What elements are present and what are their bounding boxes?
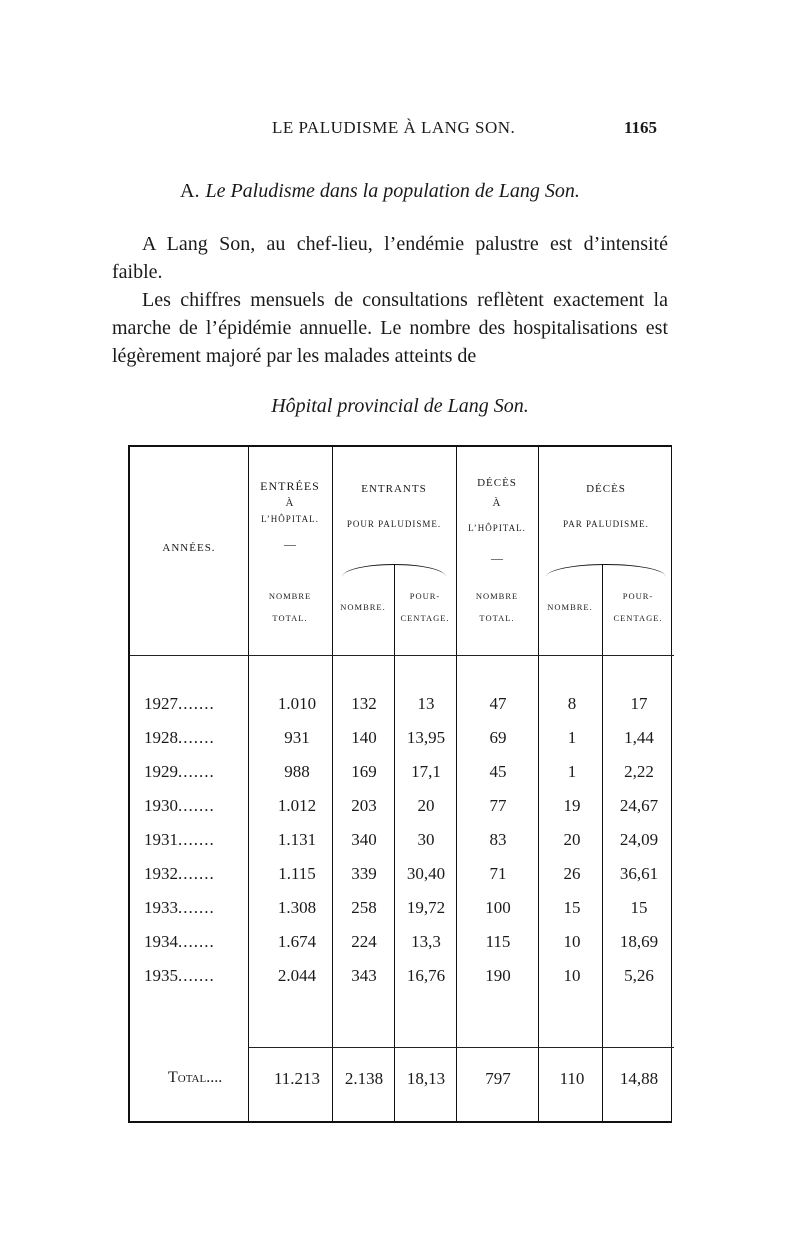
header-deces-a: À [492, 497, 502, 509]
entrants-pct-cell: 13 [417, 694, 435, 713]
entrees-cell: 1.010 [277, 694, 317, 713]
header-deces-par-paludisme: PAR PALUDISME. [563, 519, 649, 529]
header-entrants-centage: CENTAGE. [400, 613, 450, 623]
running-head [0, 118, 800, 142]
header-annees: ANNÉES. [162, 542, 216, 554]
entrants-pct-cell: 19,72 [406, 898, 446, 917]
year-cell [144, 864, 215, 884]
entrants-nombre-cell: 169 [351, 762, 377, 781]
header-deces-pal-centage: CENTAGE. [613, 613, 663, 623]
header-entrants: ENTRANTS [361, 483, 427, 495]
leader-dots: ....... [178, 796, 215, 815]
header-entrants-paludisme: POUR PALUDISME. [346, 519, 442, 529]
table-row [130, 830, 674, 861]
entrants-pct-cell: 13,3 [411, 932, 441, 951]
deces-cell: 69 [489, 728, 507, 747]
table-caption: Hôpital provincial de Lang Son. [271, 395, 529, 417]
entrees-cell: 931 [284, 728, 310, 747]
total-label-text: Total [168, 1069, 207, 1086]
deces-pal-nombre-cell: 10 [563, 966, 581, 985]
year-cell [144, 728, 215, 748]
header-entrees: ENTRÉES [260, 479, 320, 493]
header-deces-pal-nombre: NOMBRE. [547, 602, 593, 612]
header-deces-total: TOTAL. [479, 613, 515, 623]
deces-cell: 115 [485, 932, 511, 951]
entrants-nombre-cell: 258 [351, 898, 377, 917]
table-row [130, 898, 674, 929]
leader-dots: ....... [178, 898, 215, 917]
year-cell [144, 932, 215, 952]
deces-pal-pct-cell: 2,22 [624, 762, 654, 781]
deces-pal-pct-cell: 18,69 [619, 932, 659, 951]
entrants-nombre-cell: 224 [351, 932, 377, 951]
entrants-nombre-cell: 140 [351, 728, 377, 747]
deces-pal-pct-cell: 24,09 [619, 830, 659, 849]
deces-pal-nombre-cell: 1 [567, 762, 577, 781]
total-row [130, 1069, 674, 1100]
header-entrants-pour: POUR- [409, 591, 441, 601]
deces-pal-pct-cell: 15 [630, 898, 648, 917]
year-text: 1929 [144, 762, 178, 781]
leader-dots: ....... [178, 830, 215, 849]
leader-dots: ....... [178, 728, 215, 747]
deces-pal-nombre-cell: 20 [563, 830, 581, 849]
total-entrants-pct: 18,13 [406, 1069, 446, 1088]
deces-pal-pct-cell: 17 [630, 694, 648, 713]
leader-dots: ....... [178, 694, 215, 713]
header-rule [130, 655, 674, 656]
deces-pal-nombre-cell: 1 [567, 728, 577, 747]
entrants-pct-cell: 30,40 [406, 864, 446, 883]
table-row [130, 762, 674, 793]
deces-pal-nombre-cell: 8 [567, 694, 577, 713]
year-text: 1928 [144, 728, 178, 747]
header-entrees-total: TOTAL. [272, 613, 308, 623]
entrees-cell: 1.308 [277, 898, 317, 917]
deces-pal-pct-cell: 5,26 [624, 966, 654, 985]
deces-cell: 100 [485, 898, 511, 917]
header-entrees-nombre: NOMBRE [268, 591, 312, 601]
year-text: 1935 [144, 966, 178, 985]
total-rule [248, 1047, 674, 1048]
year-text: 1934 [144, 932, 178, 951]
entrees-cell: 1.131 [277, 830, 317, 849]
page-number: 1165 [624, 118, 658, 137]
entrants-pct-cell: 13,95 [406, 728, 446, 747]
header-deces-nombre: NOMBRE [475, 591, 519, 601]
year-cell [144, 796, 215, 816]
year-cell [144, 966, 215, 986]
entrants-nombre-cell: 132 [351, 694, 377, 713]
deces-cell: 71 [489, 864, 507, 883]
entrees-cell: 1.674 [277, 932, 317, 951]
deces-pal-pct-cell: 36,61 [619, 864, 659, 883]
leader-dots: ....... [178, 966, 215, 985]
header-dash: — [284, 537, 296, 551]
total-deces-pal-pct: 14,88 [619, 1069, 659, 1088]
deces-pal-nombre-cell: 15 [563, 898, 581, 917]
year-text: 1931 [144, 830, 178, 849]
data-table [128, 445, 672, 1123]
entrees-cell: 988 [284, 762, 310, 781]
header-entrants-nombre: NOMBRE. [340, 602, 386, 612]
year-cell [144, 898, 215, 918]
section-title: Le Paludisme dans la population de Lang Son. [205, 180, 580, 202]
deces-pal-pct-cell: 1,44 [624, 728, 654, 747]
deces-cell: 83 [489, 830, 507, 849]
table-row [130, 966, 674, 997]
year-text: 1932 [144, 864, 178, 883]
deces-cell: 77 [489, 796, 507, 815]
header-deces-pal: DÉCÈS [586, 483, 626, 495]
deces-pal-nombre-cell: 19 [563, 796, 581, 815]
total-label [168, 1069, 222, 1087]
entrants-pct-cell: 16,76 [406, 966, 446, 985]
entrees-cell: 1.012 [277, 796, 317, 815]
header-entrees-hopital: L’HÔPITAL. [261, 514, 319, 524]
total-dots: .... [206, 1069, 223, 1086]
table-row [130, 864, 674, 895]
section-letter: A. [180, 180, 200, 202]
table-row [130, 796, 674, 827]
paragraph-1: A Lang Son, au chef-lieu, l’endémie palustre est d’intensité faible. [112, 233, 668, 283]
running-head-title: LE PALUDISME À LANG SON. [272, 118, 516, 137]
entrants-pct-cell: 30 [417, 830, 435, 849]
year-cell [144, 762, 215, 782]
table-row [130, 932, 674, 963]
deces-cell: 47 [489, 694, 507, 713]
total-entrees: 11.213 [273, 1069, 321, 1088]
deces-pal-nombre-cell: 26 [563, 864, 581, 883]
header-deces-hopital: L’HÔPITAL. [468, 523, 526, 533]
leader-dots: ....... [178, 762, 215, 781]
entrees-cell: 1.115 [278, 864, 316, 883]
year-text: 1933 [144, 898, 178, 917]
entrants-nombre-cell: 340 [351, 830, 377, 849]
entrants-pct-cell: 17,1 [411, 762, 441, 781]
total-entrants-nombre: 2.138 [344, 1069, 384, 1088]
entrants-nombre-cell: 203 [351, 796, 377, 815]
year-cell [144, 694, 215, 714]
header-deces-pal-pour: POUR- [622, 591, 654, 601]
leader-dots: ....... [178, 932, 215, 951]
header-deces: DÉCÈS [477, 477, 517, 489]
header-brace [342, 564, 446, 577]
deces-cell: 190 [485, 966, 511, 985]
leader-dots: ....... [178, 864, 215, 883]
year-text: 1927 [144, 694, 178, 713]
table-row [130, 728, 674, 759]
deces-pal-pct-cell: 24,67 [619, 796, 659, 815]
entrants-nombre-cell: 339 [351, 864, 377, 883]
header-brace [546, 564, 666, 577]
entrants-nombre-cell: 343 [351, 966, 377, 985]
header-dash: — [491, 551, 503, 565]
section-heading [180, 180, 640, 203]
header-entrees-a: À [285, 497, 295, 509]
deces-pal-nombre-cell: 10 [563, 932, 581, 951]
year-cell [144, 830, 215, 850]
deces-cell: 45 [489, 762, 507, 781]
year-text: 1930 [144, 796, 178, 815]
total-deces-pal-nombre: 110 [559, 1069, 585, 1088]
entrants-pct-cell: 20 [417, 796, 435, 815]
paragraph-2: Les chiffres mensuels de consultations reflètent exactement la marche de l’épidémie annuelle. Le nombre des hospitalisations est légèrement majoré par les malades atteints de [112, 289, 668, 367]
total-deces: 797 [485, 1069, 511, 1088]
table-row [130, 694, 674, 725]
entrees-cell: 2.044 [277, 966, 317, 985]
